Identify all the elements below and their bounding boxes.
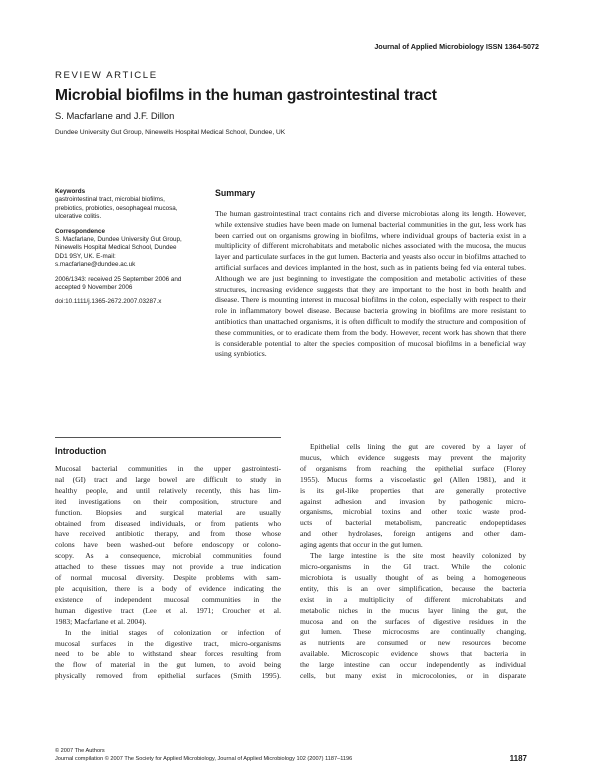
article-title: Microbial biofilms in the human gastrointestinal tract <box>55 87 437 104</box>
journal-header: Journal of Applied Microbiology ISSN 1364-5072 <box>374 42 539 51</box>
summary-text: The human gastrointestinal tract contains rich and diverse microbiotas along its length. However, while extensive studies have been made on lumenal bacterial communities in the gut, less work has been carried out on organisms growing in biofilms, where individual groups of bacteria exist in a multiplicity of different microhabitats and metabolic niches associated with the mucosa, the mucus layer and particulate surfaces in the gut lumen. Bacteria and yeasts also occur in biofilms attached to artificial surfaces and devices implanted in the host, such as in patients being fed via enteral tubes. Although we are just beginning to investigate the composition and metabolic activities of these structures, increasing evidence suggests that they are important to the host in both health and disease. There is mounting interest in mucosal biofilms in the colon, especially with respect to their role in inflammatory bowel disease. Because bacteria growing in biofilms are more resistant to antibiotics than unattached organisms, it is often difficult to modify the structure and composition of these communities, or to eradicate them from the body. However, recent work has shown that there is considerable potential to alter the species composition of mucosal biofilms in a beneficial way using synbiotics. <box>215 209 526 359</box>
keywords-heading: Keywords <box>55 188 86 195</box>
body-line: is its gel-like properties that are generally protective <box>300 485 526 495</box>
body-line: 1955). Mucus forms a viscoelastic gel (Allen 1981), and it <box>300 474 526 484</box>
body-line: as nutrients are consumed or new resources become <box>300 638 526 648</box>
correspondence-line: DD1 9SY, UK. E-mail: <box>55 252 116 260</box>
article-type-label: REVIEW ARTICLE <box>55 70 158 81</box>
body-line: organisms, microbial toxins and other toxic waste prod- <box>300 507 526 517</box>
body-line: Mucosal bacterial communities in the upper gastrointesti- <box>55 464 281 473</box>
footer-citation: Journal compilation © 2007 The Society for Applied Microbiology, Journal of Applied Microbiology 102 (2007) 1187–1196 <box>55 755 353 762</box>
body-line: available. Microscopic evidence shows that bacteria in <box>300 649 526 659</box>
body-line: Epithelial cells lining the gut are covered by a layer of <box>310 442 526 451</box>
body-line: ited investigations on their composition, structure and <box>55 496 281 506</box>
page-footer <box>55 748 526 763</box>
affiliation: Dundee University Gut Group, Ninewells Hospital Medical School, Dundee, UK <box>55 129 286 136</box>
body-column-right <box>300 442 526 682</box>
body-line: metabolic niches in the mucus layer lining the gut, the <box>300 605 526 615</box>
body-line: exist in a multiplicity of different microhabitats and <box>300 594 526 604</box>
introduction-heading: Introduction <box>55 446 107 456</box>
keywords-line: gastrointestinal tract, microbial biofilms, <box>55 196 165 204</box>
body-line: mucus, which evidence suggests may prevent the majority <box>300 452 526 462</box>
body-line: physically removed from epithelial surfaces (Smith 1995). <box>55 671 281 681</box>
body-line: micro-organisms in the GI tract. While the colonic <box>300 561 526 571</box>
body-line: ucts of bacterial metabolism, pancreatic endopeptidases <box>300 518 526 528</box>
body-line: of normal mucosal diversity. Despite problems with sam- <box>55 573 281 583</box>
body-line: The large intestine is the site most heavily colonized by <box>310 551 526 561</box>
body-line: ple acquisition, there is a body of evidence indicating the <box>55 583 281 593</box>
keywords-line: prebiotics, probiotics, oesophageal mucosa, <box>55 204 178 212</box>
body-line: aging agents that occur in the gut lumen. <box>300 540 423 550</box>
body-line: healthy people, and until relatively recently, this has lim- <box>55 485 281 495</box>
body-line: microbiota is usually thought of as being a homogeneous <box>300 572 526 582</box>
dates-block <box>55 276 205 293</box>
doi-link[interactable]: doi:10.1111/j.1365-2672.2007.03287.x <box>55 298 162 306</box>
correspondence-line: Ninewells Hospital Medical School, Dundee <box>55 244 177 252</box>
body-line: mucosa and on the surfaces of digestive residues in the <box>300 616 526 626</box>
correspondence-email[interactable]: s.macfarlane@dundee.ac.uk <box>55 261 136 269</box>
body-line: and other hydrolases, foreign antigens and other dam- <box>300 529 526 539</box>
doi-block <box>55 298 205 306</box>
body-line: obtained from diseased individuals, or from patients who <box>55 518 281 528</box>
body-line: nal (GI) tract and large bowel are difficult to study in <box>55 474 281 484</box>
correspondence-line: S. Macfarlane, Dundee University Gut Group, <box>55 236 182 244</box>
body-line: the flow of material in the gut lumen, to avoid being <box>55 660 281 670</box>
body-line: attached to these tissues may not provide a true indication <box>55 562 281 572</box>
footer-copyright: © 2007 The Authors <box>55 748 105 754</box>
body-line: existence of independent mucosal communities in the <box>55 594 281 604</box>
summary-heading: Summary <box>215 188 256 198</box>
keywords-block <box>55 188 205 222</box>
section-divider <box>55 437 281 438</box>
body-line: function. Biopsies and surgical material are usually <box>55 507 281 517</box>
body-line: cells, but many exist in microcolonies, or in disparate <box>300 671 526 681</box>
body-line: human digestive tract (Lee et al. 1971; Croucher et al. <box>55 605 281 615</box>
body-line: entity, this is an over simplification, because the bacteria <box>300 583 526 593</box>
body-line: the large intestine can occur independently as individual <box>300 660 526 670</box>
article-sidebar <box>55 188 205 313</box>
correspondence-heading: Correspondence <box>55 227 106 235</box>
keywords-line: ulcerative colitis. <box>55 213 102 221</box>
body-line: gut lumen. These microcosms are continually changing, <box>300 627 526 637</box>
body-line: against adhesion and invasion by pathogenic micro- <box>300 496 526 506</box>
body-line: colons have been washed-out before endoscopy or colono- <box>55 540 281 550</box>
body-line: 1983; Macfarlane et al. 2004). <box>55 616 147 626</box>
authors: S. Macfarlane and J.F. Dillon <box>55 110 175 121</box>
correspondence-block <box>55 228 205 270</box>
body-line: of organisms from reaching the epithelial surface (Florey <box>300 463 526 473</box>
body-line: need to be able to withstand shear forces resulting from <box>55 649 281 659</box>
body-line: In the initial stages of colonization or infection of <box>65 627 281 637</box>
page-number: 1187 <box>509 754 527 763</box>
body-line: scopy. As a consequence, microbial communities found <box>55 551 281 561</box>
body-column-left <box>55 464 281 682</box>
body-line: have received antibiotic therapy, and from those whose <box>55 529 281 539</box>
body-line: mucosal surfaces in the digestive tract, micro-organisms <box>55 638 281 648</box>
dates-line: accepted 9 November 2006 <box>55 284 133 292</box>
dates-line: 2006/1343: received 25 September 2006 and <box>55 275 182 283</box>
